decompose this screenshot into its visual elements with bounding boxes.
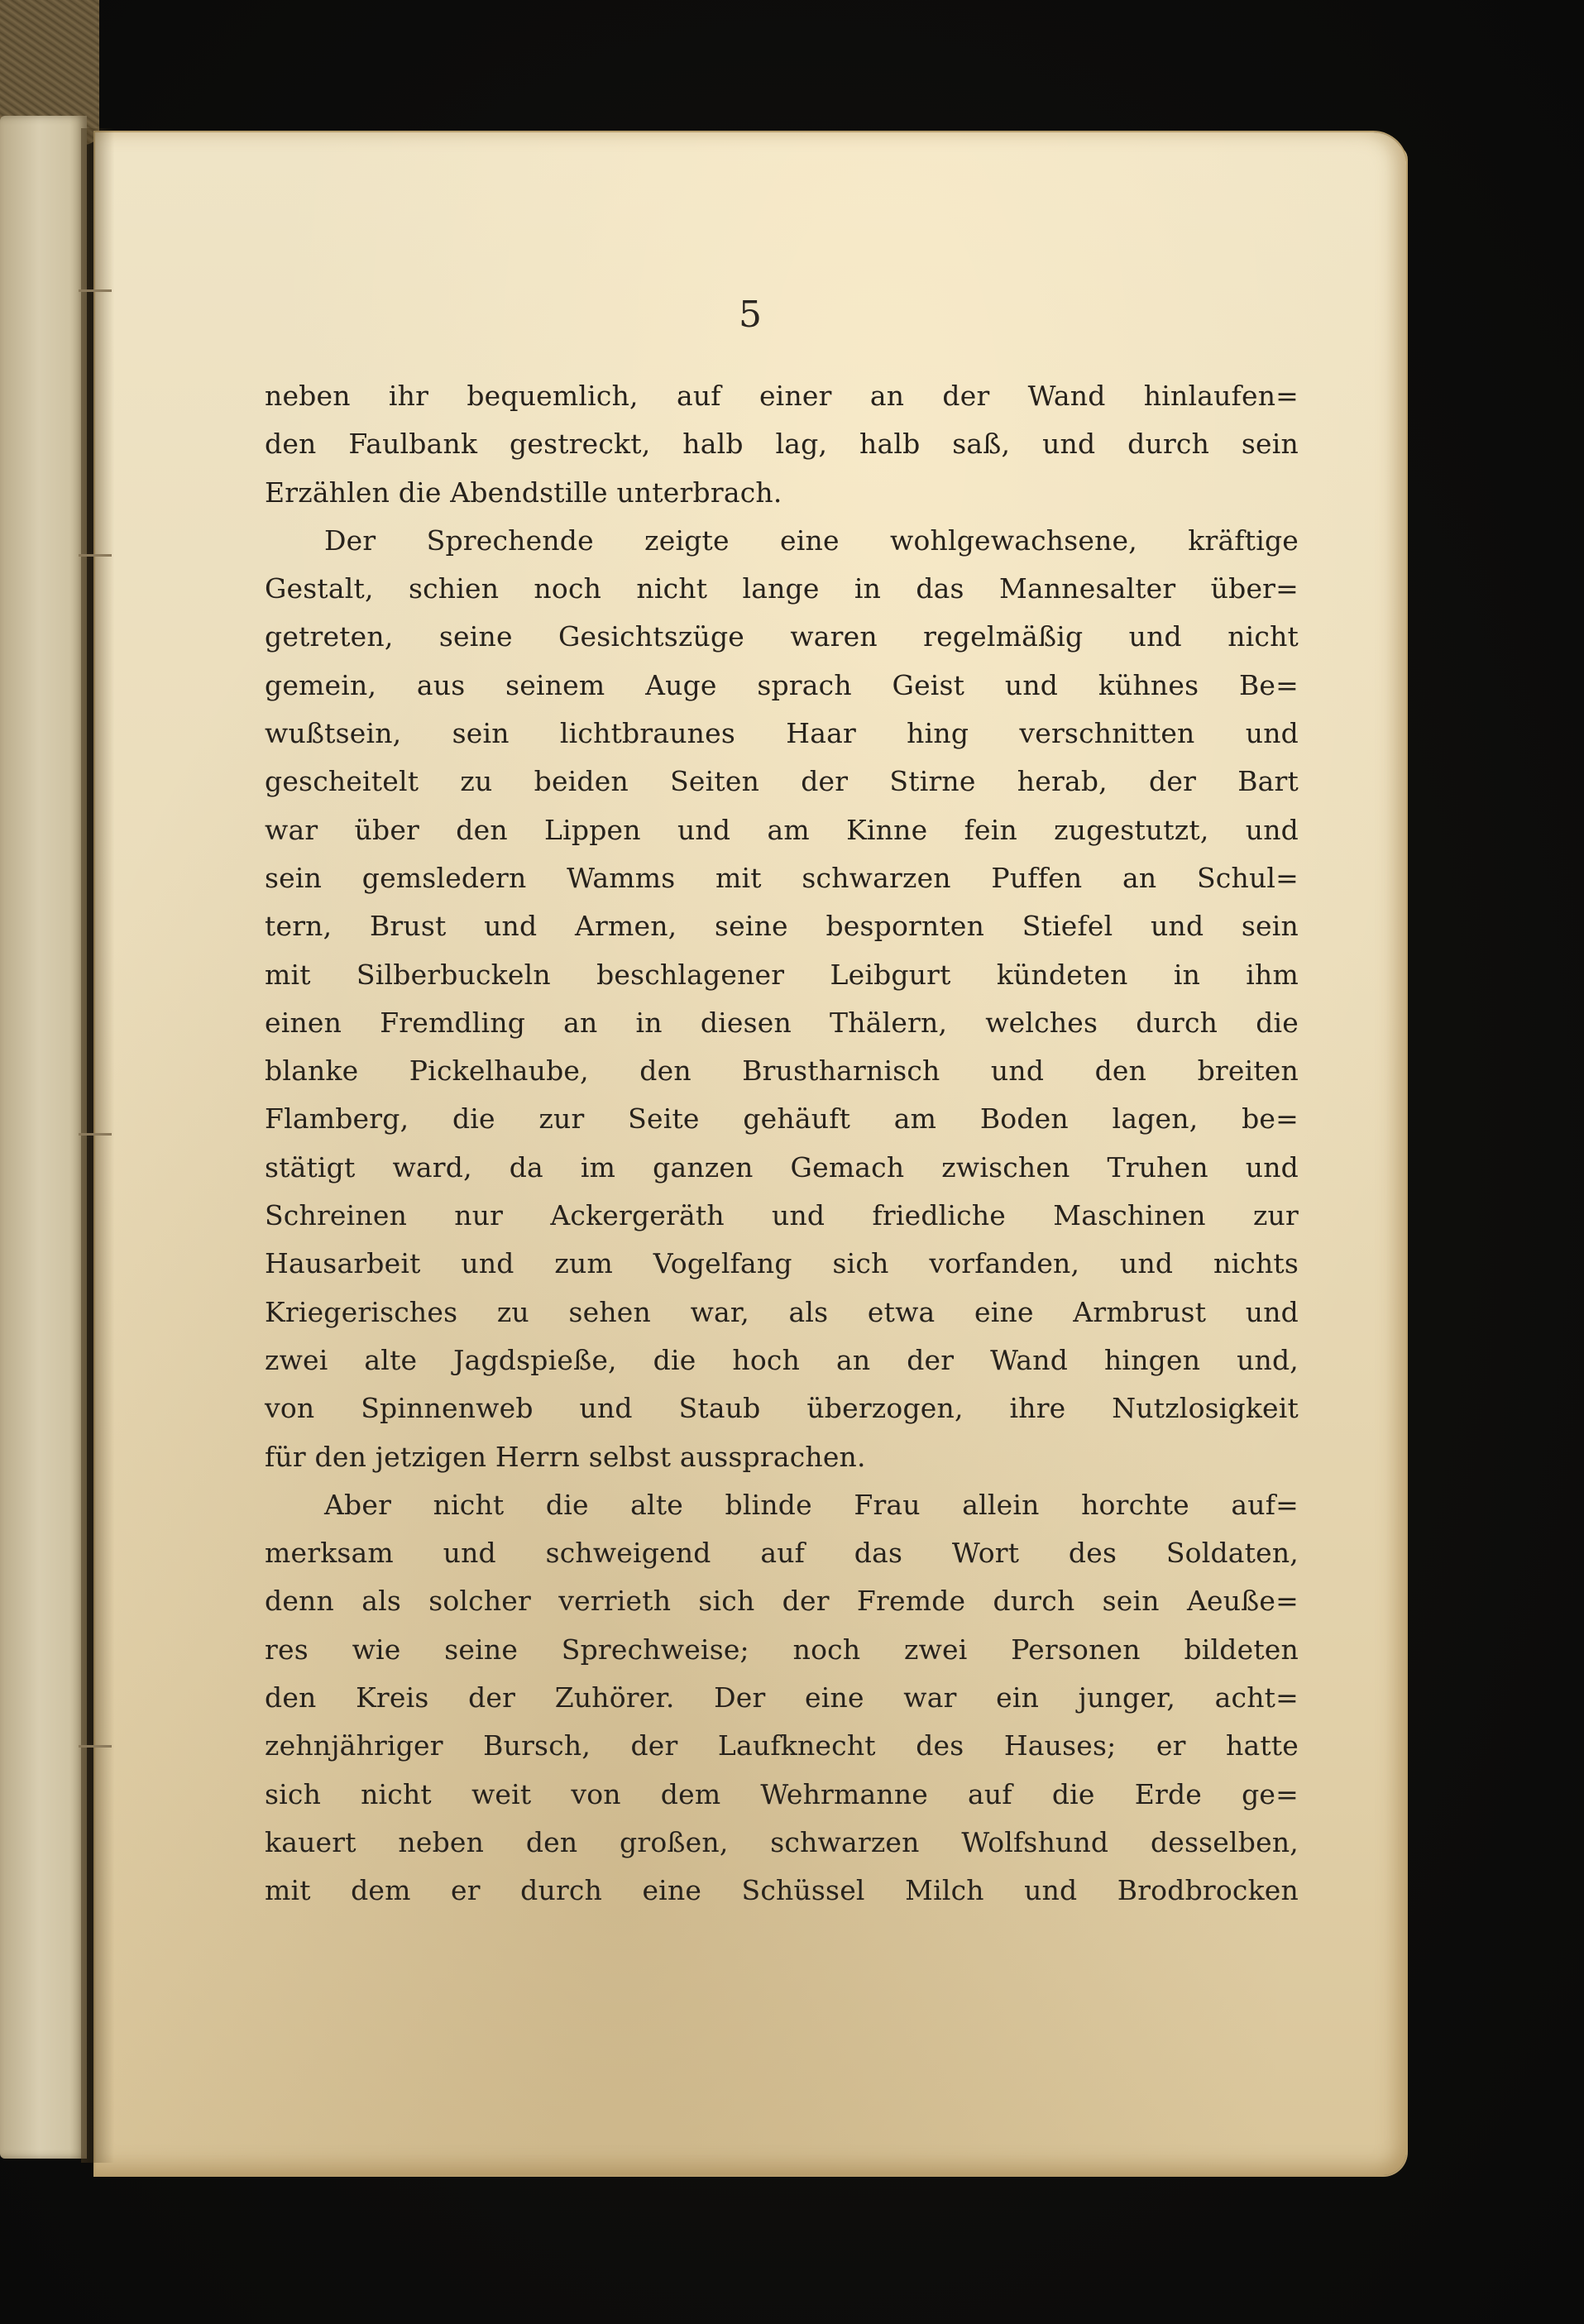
text-line: getreten, seine Gesichtszüge waren regelmäßig und nicht (265, 620, 1299, 653)
text-line: den Kreis der Zuhörer. Der eine war ein junger, acht= (265, 1681, 1299, 1714)
text-line: merksam und schweigend auf das Wort des Soldaten, (265, 1537, 1299, 1570)
text-line: stätigt ward, da im ganzen Gemach zwischen Truhen und (265, 1150, 1299, 1184)
text-line: Gestalt, schien noch nicht lange in das Mannesalter über= (265, 572, 1299, 605)
binding-stitch (79, 289, 112, 292)
text-line: Aber nicht die alte blinde Frau allein horchte auf= (324, 1488, 1299, 1521)
text-line: denn als solcher verrieth sich der Fremde durch sein Aeuße= (265, 1585, 1299, 1618)
binding-stitch (79, 1745, 112, 1748)
text-line: wußtsein, sein lichtbraunes Haar hing verschnitten und (265, 717, 1299, 750)
text-line: sich nicht weit von dem Wehrmanne auf die Erde ge= (265, 1777, 1299, 1810)
text-line: zwei alte Jagdspieße, die hoch an der Wand hingen und, (265, 1343, 1299, 1376)
text-line: war über den Lippen und am Kinne fein zugestutzt, und (265, 813, 1299, 846)
text-line: von Spinnenweb und Staub überzogen, ihre Nutzlosigkeit (265, 1392, 1299, 1425)
text-line: Der Sprechende zeigte eine wohlgewachsene, kräftige (324, 524, 1299, 557)
text-line: neben ihr bequemlich, auf einer an der Wand hinlaufen= (265, 380, 1299, 412)
text-line: Erzählen die Abendstille unterbrach. (265, 476, 782, 509)
text-line: einen Fremdling an in diesen Thälern, welches durch die (265, 1006, 1299, 1039)
text-line: tern, Brust und Armen, seine bespornten Stiefel und sein (265, 910, 1299, 943)
text-line: gescheitelt zu beiden Seiten der Stirne herab, der Bart (265, 765, 1299, 798)
facing-page-edge (0, 116, 87, 2159)
text-line: sein gemsledern Wamms mit schwarzen Puffen an Schul= (265, 861, 1299, 894)
text-line: den Faulbank gestreckt, halb lag, halb saß, und durch sein (265, 428, 1299, 461)
text-line: res wie seine Sprechweise; noch zwei Personen bildeten (265, 1633, 1299, 1666)
text-line: kauert neben den großen, schwarzen Wolfshund desselben, (265, 1825, 1299, 1858)
binding-stitch (79, 1133, 112, 1136)
text-line: mit dem er durch eine Schüssel Milch und Brodbrocken (265, 1874, 1299, 1907)
text-line: Flamberg, die zur Seite gehäuft am Boden lagen, be= (265, 1102, 1299, 1136)
text-line: für den jetzigen Herrn selbst aussprachen. (265, 1440, 866, 1473)
text-line: Hausarbeit und zum Vogelfang sich vorfanden, und nichts (265, 1247, 1299, 1280)
text-line: Schreinen nur Ackergeräth und friedliche Maschinen zur (265, 1199, 1299, 1232)
text-line: Kriegerisches zu sehen war, als etwa eine Armbrust und (265, 1295, 1299, 1328)
text-line: blanke Pickelhaube, den Brustharnisch und den breiten (265, 1054, 1299, 1088)
gutter-shadow (81, 128, 114, 2163)
binding-stitch (79, 554, 112, 557)
page-number: 5 (739, 294, 763, 336)
text-line: zehnjähriger Bursch, der Laufknecht des Hauses; er hatte (265, 1729, 1299, 1762)
text-line: gemein, aus seinem Auge sprach Geist und kühnes Be= (265, 668, 1299, 701)
text-line: mit Silberbuckeln beschlagener Leibgurt kündeten in ihm (265, 958, 1299, 991)
book-page (95, 132, 1406, 2175)
body-text (265, 372, 1299, 1915)
